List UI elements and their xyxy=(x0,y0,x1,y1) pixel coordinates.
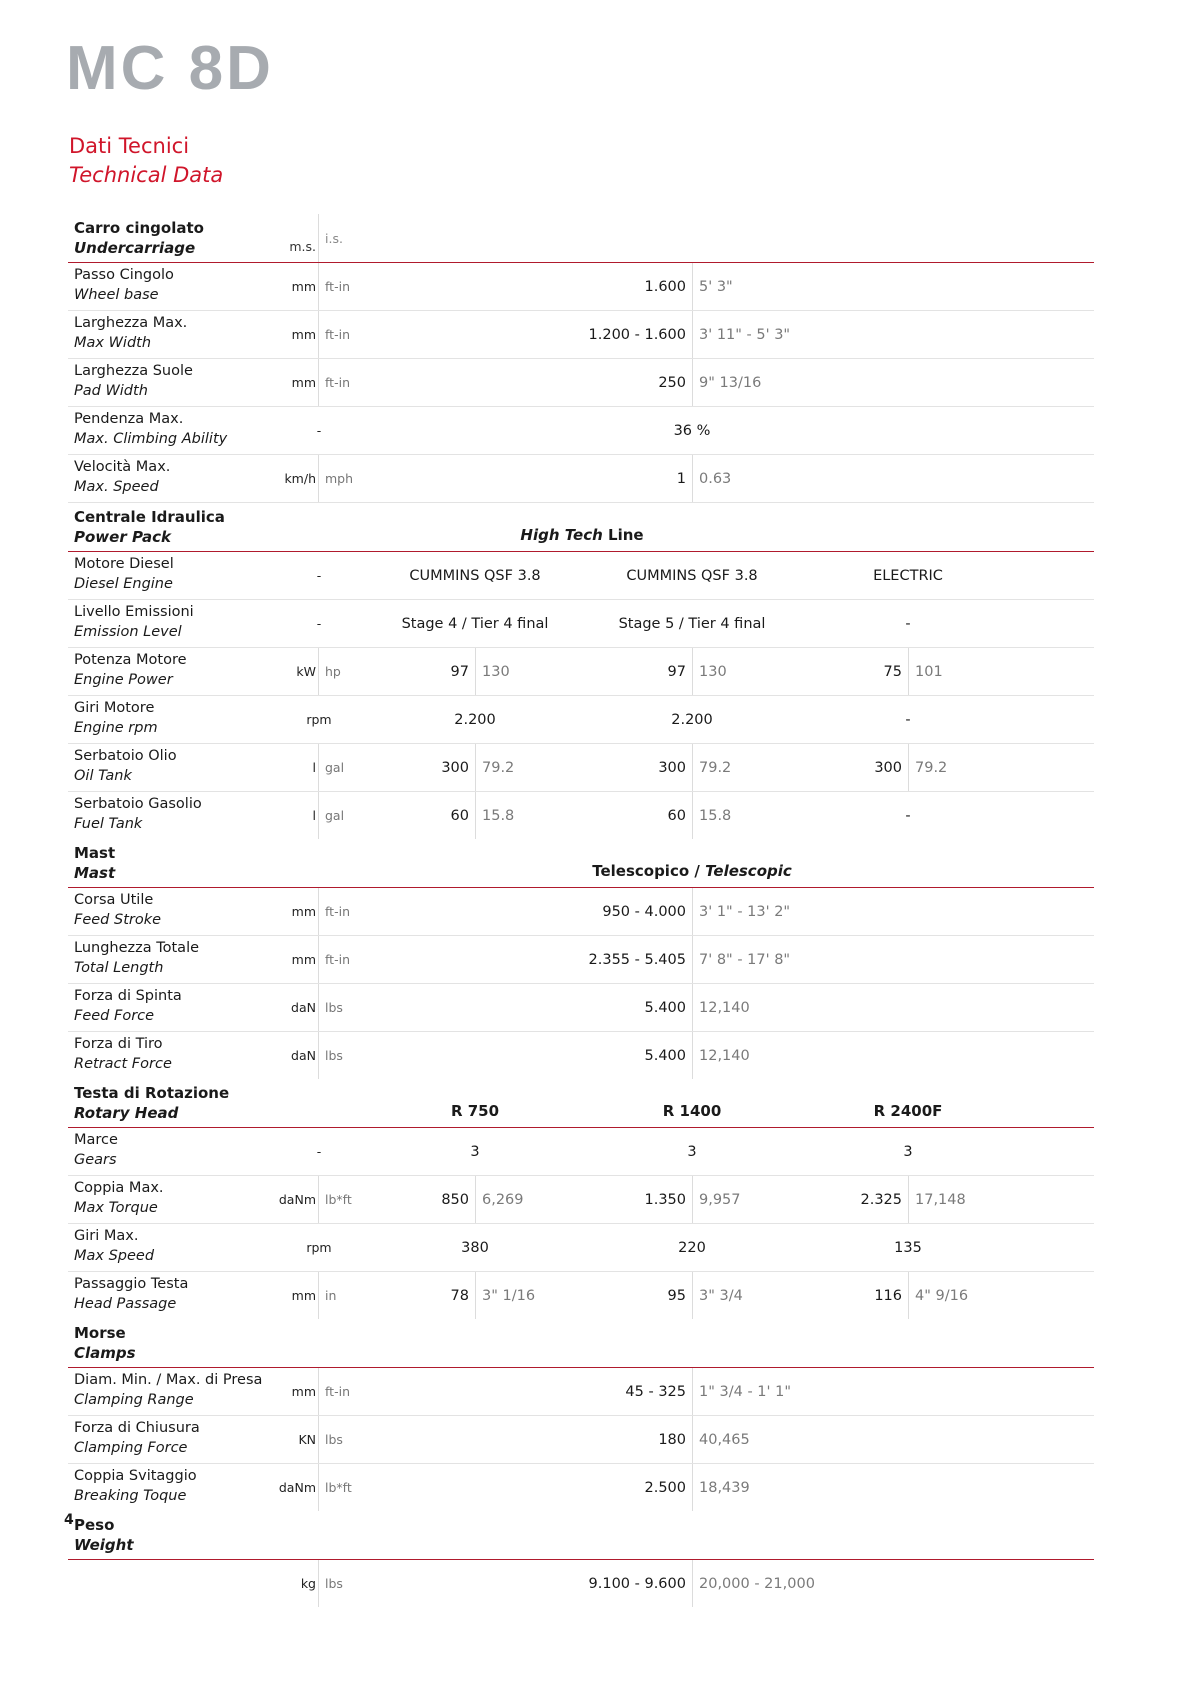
label-en: Emission Level xyxy=(74,623,182,640)
label-it: Lunghezza Totale xyxy=(74,940,200,956)
section-weight xyxy=(68,1511,1094,1560)
value-col-3: - xyxy=(905,711,911,728)
label-en: Oil Tank xyxy=(74,767,132,784)
metric-value: 2.500 xyxy=(644,1479,686,1496)
imperial-unit: ft-in xyxy=(318,311,350,358)
metric-value-col-1: 850 xyxy=(441,1191,469,1208)
label-en: Engine Power xyxy=(74,671,173,688)
unit: - xyxy=(316,616,322,631)
section-title-it: Carro cingolato xyxy=(74,219,204,237)
product-line-heading xyxy=(368,503,796,551)
table-row xyxy=(68,1224,1094,1272)
imperial-unit: gal xyxy=(318,744,344,791)
table-row xyxy=(68,744,1094,792)
metric-value-col-2: 300 xyxy=(658,759,686,776)
imperial-unit: hp xyxy=(318,648,341,695)
label-en: Feed Stroke xyxy=(74,911,162,928)
imperial-unit: ft-in xyxy=(318,1368,350,1415)
metric-value: 1 xyxy=(676,470,686,487)
table-row xyxy=(68,792,1094,839)
value-col-1: 3 xyxy=(470,1143,480,1160)
section-label xyxy=(74,219,204,258)
label-en: Gears xyxy=(74,1151,117,1168)
section-title-en: Undercarriage xyxy=(74,238,196,257)
imperial-value: 20,000 - 21,000 xyxy=(692,1560,992,1607)
section-title-en: Mast xyxy=(74,863,116,882)
label-en: Diesel Engine xyxy=(74,575,173,592)
mast-type-heading xyxy=(468,839,916,887)
section-title-it: Morse xyxy=(74,1324,126,1342)
imperial-value: 3' 1" - 13' 2" xyxy=(692,888,992,935)
imperial-unit: lb*ft xyxy=(318,1464,352,1511)
label-en: Clamping Range xyxy=(74,1391,194,1408)
metric-value: 9.100 - 9.600 xyxy=(588,1575,686,1592)
subtitle-english: Technical Data xyxy=(69,163,224,187)
label-it: Pendenza Max. xyxy=(74,411,184,427)
table-row xyxy=(68,936,1094,984)
imperial-value-col-1: 130 xyxy=(475,648,625,695)
table-row xyxy=(68,1464,1094,1511)
section-label xyxy=(74,844,115,883)
value-col-3: ELECTRIC xyxy=(873,567,943,584)
label-it: Corsa Utile xyxy=(74,892,154,908)
row-label xyxy=(74,1275,188,1314)
row-label xyxy=(74,939,199,978)
value-col-3: 135 xyxy=(894,1239,922,1256)
row-label xyxy=(74,362,193,401)
imperial-value: 0.63 xyxy=(692,455,992,502)
section-power-pack xyxy=(68,503,1094,552)
row-label xyxy=(74,1419,200,1458)
label-en: Head Passage xyxy=(74,1295,177,1312)
metric-unit: l xyxy=(312,760,316,775)
imperial-unit: mph xyxy=(318,455,353,502)
imperial-unit: lbs xyxy=(318,1416,343,1463)
label-en: Max Width xyxy=(74,334,152,351)
value-col-2: 3 xyxy=(687,1143,697,1160)
imperial-value: 18,439 xyxy=(692,1464,992,1511)
table-row xyxy=(68,888,1094,936)
section-title-it: Centrale Idraulica xyxy=(74,508,225,526)
label-it: Forza di Tiro xyxy=(74,1036,163,1052)
metric-value: 5.400 xyxy=(644,999,686,1016)
section-rotary-head xyxy=(68,1079,1094,1128)
section-title-en: Power Pack xyxy=(74,527,171,546)
row-label xyxy=(74,795,202,834)
model-heading-3: R 2400F xyxy=(873,1102,943,1120)
section-title-it: Mast xyxy=(74,844,116,862)
label-en: Feed Force xyxy=(74,1007,155,1024)
metric-value-col-2: 60 xyxy=(667,807,686,824)
row-label xyxy=(74,699,158,738)
table-row xyxy=(68,984,1094,1032)
value-col-1: CUMMINS QSF 3.8 xyxy=(409,567,541,584)
imperial-unit: lbs xyxy=(318,1560,343,1607)
imperial-value-col-3: 17,148 xyxy=(908,1176,1058,1223)
row-label xyxy=(74,314,187,353)
metric-value-col-2: 97 xyxy=(667,663,686,680)
label-en: Fuel Tank xyxy=(74,815,143,832)
table-row xyxy=(68,1416,1094,1464)
imperial-unit: ft-in xyxy=(318,359,350,406)
label-it: Potenza Motore xyxy=(74,652,187,668)
label-it: Diam. Min. / Max. di Presa xyxy=(74,1372,263,1388)
metric-unit: mm xyxy=(291,1288,316,1303)
imperial-unit: lbs xyxy=(318,1032,343,1079)
label-it: Forza di Chiusura xyxy=(74,1420,200,1436)
metric-value-col-3: 116 xyxy=(874,1287,902,1304)
label-en: Max Speed xyxy=(74,1247,155,1264)
label-en: Max Torque xyxy=(74,1199,158,1216)
table-row xyxy=(68,552,1094,600)
section-title-en: Clamps xyxy=(74,1343,136,1362)
metric-unit: mm xyxy=(291,952,316,967)
imperial-value: 5' 3" xyxy=(692,263,992,310)
label-en: Breaking Toque xyxy=(74,1487,187,1504)
table-row xyxy=(68,455,1094,503)
label-it: Serbatoio Olio xyxy=(74,748,177,764)
label-it: Livello Emissioni xyxy=(74,604,194,620)
row-label xyxy=(74,458,170,497)
metric-value: 2.355 - 5.405 xyxy=(588,951,686,968)
imperial-unit: gal xyxy=(318,792,344,839)
metric-value: 5.400 xyxy=(644,1047,686,1064)
label-it: Passaggio Testa xyxy=(74,1276,189,1292)
section-title-en: Weight xyxy=(74,1535,134,1554)
section-title-en: Rotary Head xyxy=(74,1103,179,1122)
metric-value: 250 xyxy=(658,374,686,391)
metric-unit: l xyxy=(312,808,316,823)
value-col-3: 3 xyxy=(903,1143,913,1160)
metric-value-col-1: 60 xyxy=(450,807,469,824)
label-it: Velocità Max. xyxy=(74,459,171,475)
model-title: MC 8D xyxy=(66,34,274,103)
label-en: Wheel base xyxy=(74,286,159,303)
metric-system-header: m.s. xyxy=(289,238,316,254)
table-row xyxy=(68,1032,1094,1079)
value-col-1: 380 xyxy=(461,1239,489,1256)
metric-unit: mm xyxy=(291,375,316,390)
table-row xyxy=(68,359,1094,407)
unit: rpm xyxy=(306,1240,332,1255)
row-label xyxy=(74,651,187,690)
row-label xyxy=(74,266,174,305)
metric-value: 1.200 - 1.600 xyxy=(588,326,686,343)
imperial-value: 40,465 xyxy=(692,1416,992,1463)
metric-value-col-3: - xyxy=(905,807,911,824)
section-label xyxy=(74,508,225,547)
value-col-2: CUMMINS QSF 3.8 xyxy=(626,567,758,584)
imperial-value-col-2: 79.2 xyxy=(692,744,842,791)
model-heading-1: R 750 xyxy=(450,1102,500,1120)
imperial-value: 12,140 xyxy=(692,984,992,1031)
row-label xyxy=(74,891,161,930)
metric-value-col-1: 300 xyxy=(441,759,469,776)
label-en: Clamping Force xyxy=(74,1439,188,1456)
metric-unit: mm xyxy=(291,327,316,342)
row-label xyxy=(74,1035,172,1074)
metric-value-col-3: 2.325 xyxy=(860,1191,902,1208)
metric-value-col-2: 95 xyxy=(667,1287,686,1304)
imperial-value-col-1: 79.2 xyxy=(475,744,625,791)
label-en: Max. Climbing Ability xyxy=(74,430,228,447)
label-it: Forza di Spinta xyxy=(74,988,182,1004)
imperial-value-col-3: 4" 9/16 xyxy=(908,1272,1058,1319)
section-label xyxy=(74,1516,134,1555)
metric-value: 45 - 325 xyxy=(625,1383,686,1400)
metric-unit: mm xyxy=(291,904,316,919)
value-col-1: Stage 4 / Tier 4 final xyxy=(401,615,549,632)
row-label xyxy=(74,1371,262,1410)
section-undercarriage xyxy=(68,214,1094,263)
value: 36 % xyxy=(673,422,711,439)
line-name-suffix: Line xyxy=(608,526,644,544)
metric-value: 180 xyxy=(658,1431,686,1448)
label-it: Coppia Max. xyxy=(74,1180,164,1196)
value-col-2: Stage 5 / Tier 4 final xyxy=(618,615,766,632)
mast-type-it: Telescopico / xyxy=(592,862,700,880)
row-label xyxy=(74,603,194,642)
row-label xyxy=(74,747,177,786)
label-it: Larghezza Suole xyxy=(74,363,193,379)
imperial-value-col-1: 15.8 xyxy=(475,792,625,839)
table-row xyxy=(68,1272,1094,1319)
metric-value-col-3: 300 xyxy=(874,759,902,776)
label-it: Serbatoio Gasolio xyxy=(74,796,202,812)
value-col-2: 220 xyxy=(678,1239,706,1256)
unit: - xyxy=(316,568,322,583)
unit: - xyxy=(316,423,322,438)
imperial-unit: ft-in xyxy=(318,936,350,983)
imperial-unit: lbs xyxy=(318,984,343,1031)
table-row xyxy=(68,1176,1094,1224)
label-it: Giri Max. xyxy=(74,1228,139,1244)
table-row xyxy=(68,600,1094,648)
label-en: Max. Speed xyxy=(74,478,159,495)
metric-value-col-1: 78 xyxy=(450,1287,469,1304)
imperial-value: 3' 11" - 5' 3" xyxy=(692,311,992,358)
metric-unit: kg xyxy=(300,1576,316,1591)
section-title-it: Testa di Rotazione xyxy=(74,1084,230,1102)
label-en: Retract Force xyxy=(74,1055,172,1072)
metric-unit: KN xyxy=(298,1432,316,1447)
section-title-it: Peso xyxy=(74,1516,115,1534)
section-label xyxy=(74,1084,229,1123)
value-col-2: 2.200 xyxy=(671,711,713,728)
imperial-value-col-1: 6,269 xyxy=(475,1176,625,1223)
imperial-value: 9" 13/16 xyxy=(692,359,992,406)
metric-value: 1.600 xyxy=(644,278,686,295)
table-row xyxy=(68,1128,1094,1176)
section-subtitle xyxy=(69,132,223,190)
mast-type-en: Telescopic xyxy=(705,862,792,880)
imperial-value-col-2: 130 xyxy=(692,648,842,695)
table-row xyxy=(68,311,1094,359)
imperial-system-header: i.s. xyxy=(318,214,343,262)
label-en: Pad Width xyxy=(74,382,148,399)
value-col-3: - xyxy=(905,615,911,632)
label-it: Marce xyxy=(74,1132,118,1148)
section-label xyxy=(74,1324,136,1363)
page-number: 4 xyxy=(64,1512,74,1528)
table-row xyxy=(68,1368,1094,1416)
imperial-value-col-3: 101 xyxy=(908,648,1058,695)
imperial-unit: ft-in xyxy=(318,888,350,935)
imperial-unit: ft-in xyxy=(318,263,350,310)
table-row xyxy=(68,648,1094,696)
metric-unit: km/h xyxy=(284,471,316,486)
metric-unit: daN xyxy=(291,1000,316,1015)
metric-unit: daN xyxy=(291,1048,316,1063)
metric-unit: mm xyxy=(291,279,316,294)
value-col-1: 2.200 xyxy=(454,711,496,728)
metric-unit: kW xyxy=(296,664,316,679)
row-label xyxy=(74,1179,164,1218)
label-en: Total Length xyxy=(74,959,164,976)
table-row xyxy=(68,696,1094,744)
imperial-value-col-1: 3" 1/16 xyxy=(475,1272,625,1319)
row-label xyxy=(74,987,182,1026)
metric-unit: daNm xyxy=(278,1192,316,1207)
imperial-value: 12,140 xyxy=(692,1032,992,1079)
row-label xyxy=(74,1227,154,1266)
line-name-italic: High Tech xyxy=(520,526,603,544)
table-row xyxy=(68,1560,1094,1607)
imperial-value-col-3: 79.2 xyxy=(908,744,1058,791)
model-heading-2: R 1400 xyxy=(662,1102,722,1120)
subtitle-italian: Dati Tecnici xyxy=(69,134,190,158)
imperial-value-col-2: 9,957 xyxy=(692,1176,842,1223)
imperial-value-col-2: 15.8 xyxy=(692,792,842,839)
label-en: Engine rpm xyxy=(74,719,158,736)
row-label xyxy=(74,1467,197,1506)
section-mast xyxy=(68,839,1094,888)
section-clamps xyxy=(68,1319,1094,1368)
imperial-value: 7' 8" - 17' 8" xyxy=(692,936,992,983)
row-label xyxy=(74,410,227,449)
label-it: Larghezza Max. xyxy=(74,315,188,331)
label-it: Passo Cingolo xyxy=(74,267,174,283)
row-label xyxy=(74,1131,118,1170)
metric-value: 950 - 4.000 xyxy=(602,903,686,920)
label-it: Motore Diesel xyxy=(74,556,174,572)
metric-value-col-1: 97 xyxy=(450,663,469,680)
metric-unit: daNm xyxy=(278,1480,316,1495)
unit: rpm xyxy=(306,712,332,727)
unit: - xyxy=(316,1144,322,1159)
imperial-unit: lb*ft xyxy=(318,1176,352,1223)
table-row xyxy=(68,263,1094,311)
imperial-unit: in xyxy=(318,1272,336,1319)
metric-unit: mm xyxy=(291,1384,316,1399)
technical-data-table xyxy=(68,214,1094,1607)
metric-value-col-2: 1.350 xyxy=(644,1191,686,1208)
imperial-value-col-2: 3" 3/4 xyxy=(692,1272,842,1319)
metric-value-col-3: 75 xyxy=(883,663,902,680)
label-it: Giri Motore xyxy=(74,700,155,716)
label-it: Coppia Svitaggio xyxy=(74,1468,197,1484)
row-label xyxy=(74,555,174,594)
table-row xyxy=(68,407,1094,455)
imperial-value: 1" 3/4 - 1' 1" xyxy=(692,1368,992,1415)
